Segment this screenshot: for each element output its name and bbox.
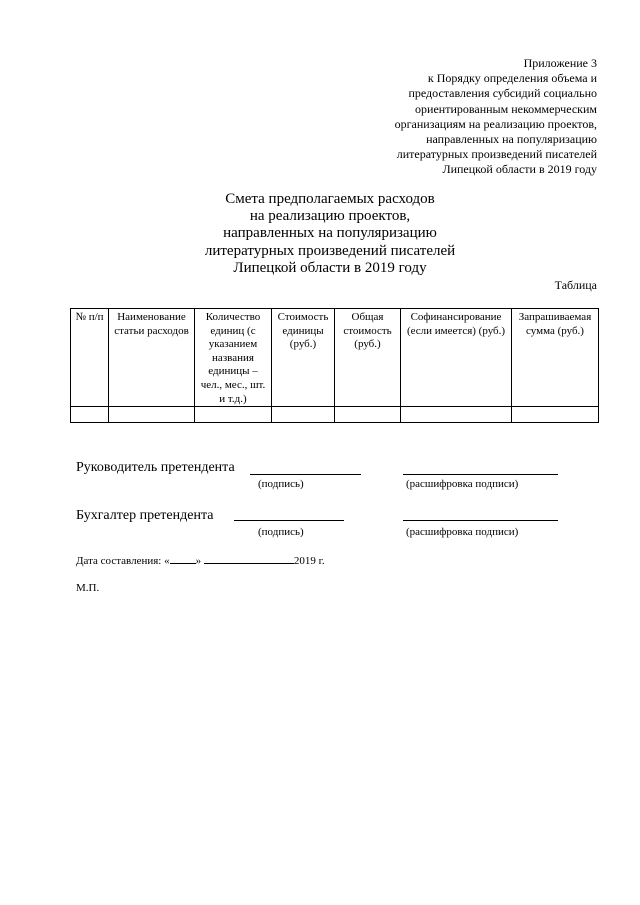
- accountant-decode-line[interactable]: [403, 520, 558, 521]
- column-header-total-cost: Общая стоимость (руб.): [335, 309, 401, 407]
- appendix-header: [297, 56, 597, 178]
- title-line: литературных произведений писателей: [204, 242, 456, 259]
- head-decode-hint: (расшифровка подписи): [406, 478, 519, 490]
- date-suffix: 2019 г.: [293, 555, 325, 567]
- title-line: направленных на популяризацию: [223, 225, 437, 242]
- document-title: [130, 191, 530, 277]
- estimate-table: [70, 308, 599, 423]
- appendix-line: к Порядку определения объема и: [427, 71, 597, 86]
- appendix-line: организациям на реализацию проектов,: [394, 116, 597, 131]
- accountant-signature-hint: (подпись): [258, 526, 304, 538]
- appendix-line: литературных произведений писателей: [396, 147, 597, 162]
- date-prefix: Дата составления: «: [76, 555, 170, 567]
- appendix-line: Липецкой области в 2019 году: [442, 162, 597, 177]
- table-cell[interactable]: [401, 407, 512, 423]
- column-header-unit-cost: Стоимость единицы (руб.): [272, 309, 335, 407]
- appendix-line: ориентированным некоммерческим: [415, 101, 597, 116]
- column-header-requested-amount: Запрашиваемая сумма (руб.): [512, 309, 599, 407]
- head-decode-line[interactable]: [403, 474, 558, 475]
- table-cell[interactable]: [335, 407, 401, 423]
- title-line: на реализацию проектов,: [249, 208, 411, 225]
- column-header-expense-item: Наименование статьи расходов: [109, 309, 195, 407]
- appendix-line: Приложение 3: [523, 56, 597, 70]
- date-day-blank[interactable]: [170, 553, 196, 564]
- column-header-cofinancing: Софинансирование (если имеется) (руб.): [401, 309, 512, 407]
- appendix-line: предоставления субсидий социально: [408, 86, 597, 101]
- column-header-number: № п/п: [71, 309, 109, 407]
- table-cell[interactable]: [109, 407, 195, 423]
- table-cell[interactable]: [272, 407, 335, 423]
- table-cell[interactable]: [512, 407, 599, 423]
- date-row: [76, 553, 325, 568]
- column-header-quantity: Количество единиц (с указанием названия единицы – чел., мес., шт. и т.д.): [195, 309, 272, 407]
- head-signature-line[interactable]: [250, 474, 361, 475]
- table-row: [71, 407, 599, 423]
- accountant-signature-line[interactable]: [234, 520, 344, 521]
- accountant-label: Бухгалтер претендента: [76, 508, 214, 523]
- table-label: Таблица: [554, 278, 597, 292]
- table-cell[interactable]: [71, 407, 109, 423]
- table-cell[interactable]: [195, 407, 272, 423]
- title-line: Смета предполагаемых расходов: [225, 191, 435, 207]
- date-month-blank[interactable]: [204, 553, 294, 564]
- table-header-row: [71, 309, 599, 407]
- title-line: Липецкой области в 2019 году: [233, 259, 427, 276]
- head-signature-hint: (подпись): [258, 478, 304, 490]
- head-label: Руководитель претендента: [76, 460, 235, 475]
- stamp-placeholder: М.П.: [76, 582, 100, 594]
- accountant-decode-hint: (расшифровка подписи): [406, 526, 519, 538]
- appendix-line: направленных на популяризацию: [426, 132, 597, 147]
- date-middle: »: [195, 555, 202, 567]
